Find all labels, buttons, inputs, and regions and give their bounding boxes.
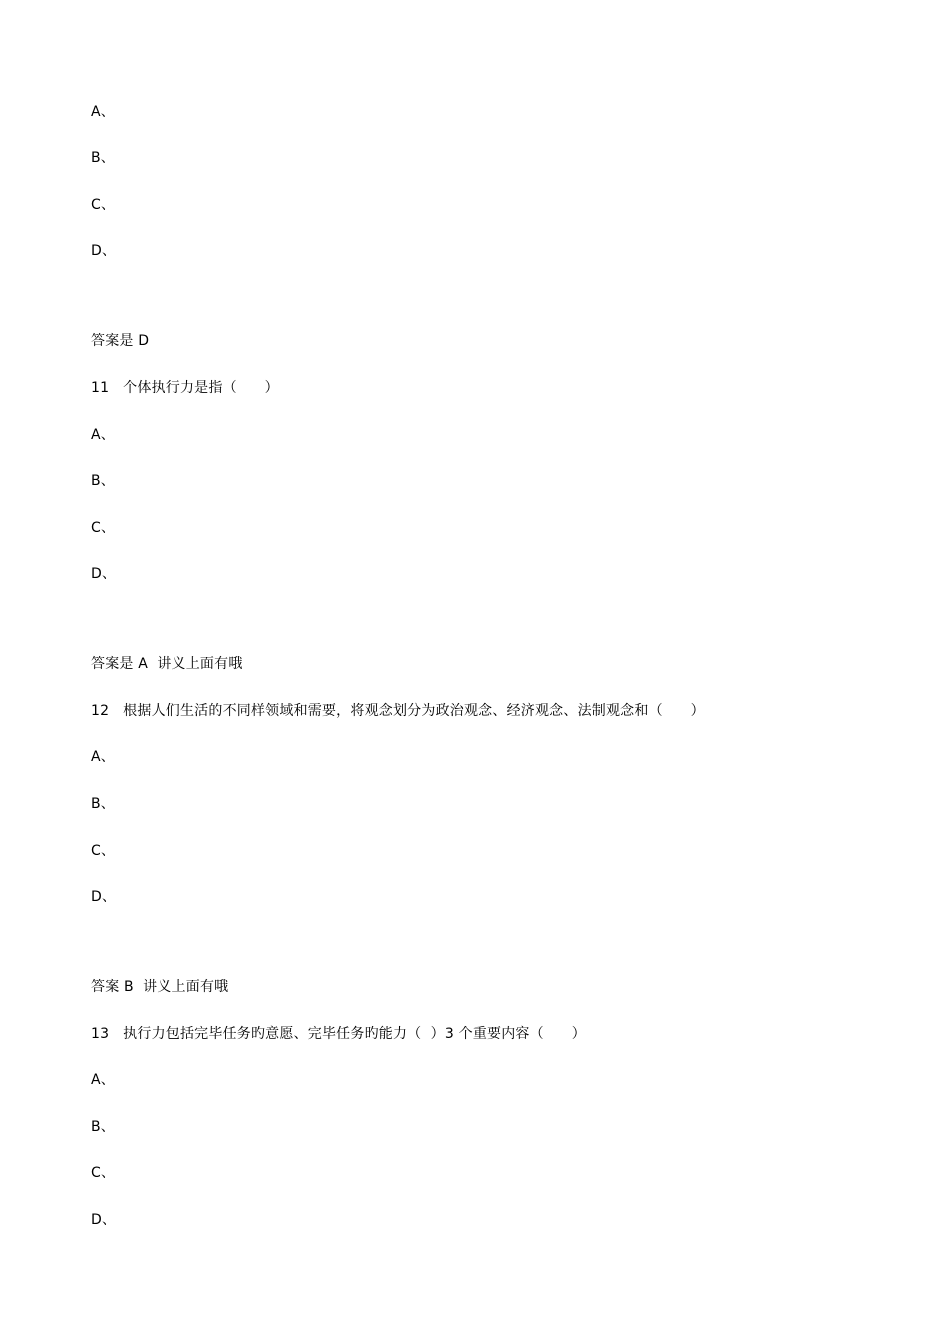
- answer-text: 答案是 A 讲义上面有哦: [91, 656, 243, 672]
- question-11: 11 个体执行力是指（ ）: [91, 380, 279, 396]
- option-a: A、: [91, 104, 115, 120]
- option-d: D、: [91, 889, 117, 905]
- option-b: B、: [91, 1119, 116, 1135]
- option-c: C、: [91, 1165, 116, 1181]
- option-c: C、: [91, 843, 116, 859]
- answer-text: 答案 B 讲义上面有哦: [91, 979, 229, 995]
- question-12: 12 根据人们生活的不同样领域和需要，将观念划分为政治观念、经济观念、法制观念和（ ）: [91, 703, 705, 719]
- option-d: D、: [91, 1212, 117, 1228]
- question-13: 13 执行力包括完毕任务旳意愿、完毕任务旳能力（ ）3 个重要内容（ ）: [91, 1026, 586, 1042]
- option-d: D、: [91, 566, 117, 582]
- option-d: D、: [91, 243, 117, 259]
- option-c: C、: [91, 197, 116, 213]
- option-b: B、: [91, 150, 116, 166]
- option-b: B、: [91, 796, 116, 812]
- option-b: B、: [91, 473, 116, 489]
- option-a: A、: [91, 1072, 115, 1088]
- option-c: C、: [91, 520, 116, 536]
- answer-text: 答案是 D: [91, 333, 150, 349]
- option-a: A、: [91, 749, 115, 765]
- option-a: A、: [91, 427, 115, 443]
